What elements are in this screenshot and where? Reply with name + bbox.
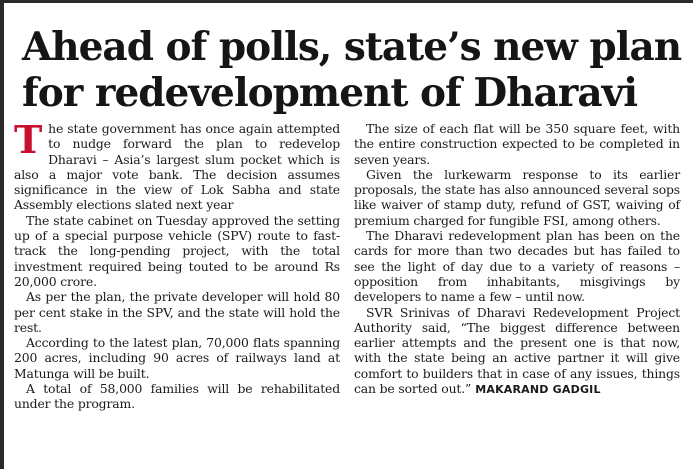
article-paragraph: As per the plan, the private developer will hold 80 per cent stake in the SPV, and the state will hold the rest. [14, 289, 340, 335]
article-paragraph: According to the latest plan, 70,000 flats spanning 200 acres, including 90 acres of railways land at Matunga will be built. [14, 335, 340, 381]
article-paragraph: Given the lurkewarm response to its earlier proposals, the state has also announced several sops like waiver of stamp duty, refund of GST, waiving of premium charged for fungible FSI, among others. [354, 166, 680, 228]
article-paragraph: The state cabinet on Tuesday approved the setting up of a special purpose vehicle (SPV) route to fast-track the long-pending project, with the total investment required being touted to be around Rs 20,000 crore. [14, 212, 340, 289]
article-paragraph: The Dharavi redevelopment plan has been on the cards for more than two decades but has failed to see the light of day due to a variety of reasons – opposition from inhabitants, misgivings by developers to name a few – until now. [354, 228, 680, 305]
article-column-1 [14, 117, 340, 461]
article-paragraph: A total of 58,000 families will be rehabilitated under the program. [14, 381, 340, 412]
headline-line-1: Ahead of polls, state’s new plan [22, 24, 682, 70]
article-paragraph [354, 305, 680, 398]
left-rule [0, 0, 4, 469]
drop-cap: T [14, 117, 43, 162]
article-paragraph [14, 117, 340, 213]
article-paragraph: The size of each flat will be 350 square feet, with the entire construction expected to be completed in seven years. [354, 121, 680, 167]
article-column-2 [354, 121, 680, 461]
byline: MAKARAND GADGIL [475, 383, 601, 397]
article-body [14, 117, 680, 461]
paragraph-text: SVR Srinivas of Dharavi Redevelopment Project Authority said, “The biggest difference between earlier attempts and the present one is that now, with the state being an active partner it will give comfort to builders that in case of any issues, things can be sorted out.” [354, 304, 680, 397]
headline [22, 24, 682, 116]
paragraph-text: he state government has once again attempted to nudge forward the plan to redevelop Dharavi – Asia’s largest slum pocket which is also a major vote bank. The decision assumes significance in the view of Lok Sabha and state Assembly elections slated next year [14, 121, 340, 213]
headline-line-2: for redevelopment of Dharavi [22, 70, 638, 116]
top-rule [0, 0, 693, 3]
